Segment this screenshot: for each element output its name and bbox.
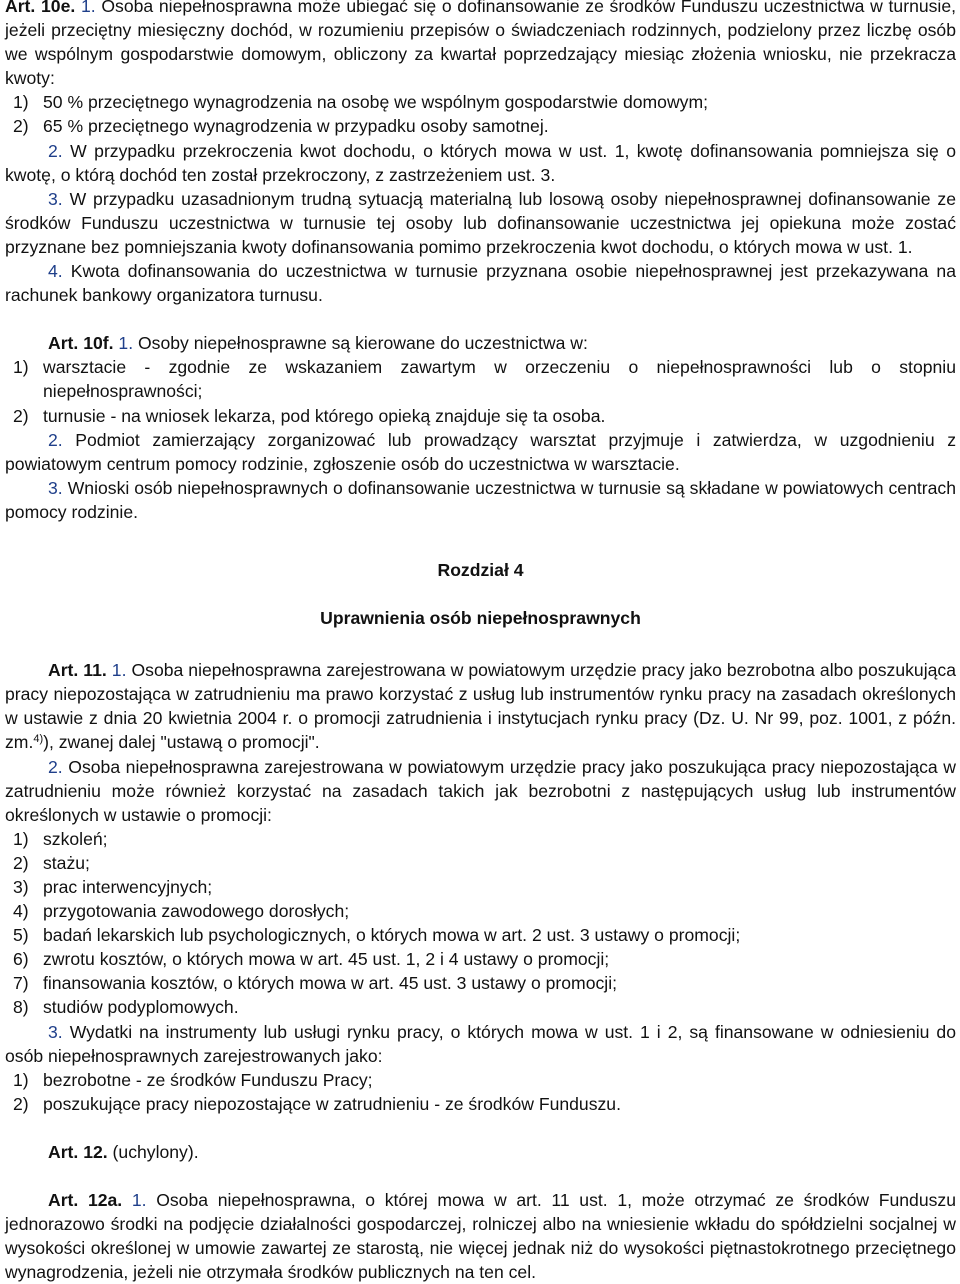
- paragraph-number: 2.: [48, 140, 63, 161]
- list-item: [5, 355, 956, 403]
- paragraph-text: Osoba niepełnosprawna zarejestrowana w powiatowym urzędzie pracy jako poszukująca pracy niepozostająca w zatrudnieniu może również korzystać na zasadach takich jak bezrobotni z następujących usług lub instrumentów określonych w ustawie o promocji:: [5, 756, 956, 825]
- footnote-marker: 4): [33, 733, 44, 746]
- list-item-text: zwrotu kosztów, o których mowa w art. 45 ust. 1, 2 i 4 ustawy o promocji;: [43, 949, 610, 970]
- paragraph-text: (uchylony).: [112, 1141, 199, 1162]
- list-item: [5, 995, 956, 1019]
- paragraph-number: 3.: [48, 188, 63, 209]
- list-item-text: badań lekarskich lub psychologicznych, o których mowa w art. 2 ust. 3 ustawy o promocji;: [43, 925, 741, 946]
- art10e-paragraph-3: [5, 187, 956, 259]
- spacer: [5, 1164, 956, 1188]
- paragraph-text: Podmiot zamierzający zorganizować lub prowadzący warsztat przyjmuje i zatwierdza, w uzgodnieniu z powiatowym centrum pomocy rodzinie, zgłoszenie osób do uczestnictwa w warsztacie.: [5, 429, 956, 474]
- list-item-number: 8): [13, 997, 29, 1018]
- paragraph-number: 2.: [48, 756, 63, 777]
- art11-paragraph-2: [5, 755, 956, 827]
- art11-paragraph-1: [5, 658, 956, 754]
- paragraph-text: W przypadku przekroczenia kwot dochodu, o których mowa w ust. 1, kwotę dofinansowania pomniejsza się o kwotę, o którą dochód ten został przekroczony, z zastrzeżeniem ust. 3.: [5, 140, 957, 185]
- list-item-number: 2): [13, 116, 29, 137]
- list-item: [5, 899, 956, 923]
- list-item-number: 5): [13, 925, 29, 946]
- list-item: [5, 1068, 956, 1092]
- paragraph-text: Osoba niepełnosprawna zarejestrowana w powiatowym urzędzie pracy jako bezrobotna albo poszukująca pracy niepozostająca w zatrudnieniu ma prawo korzystać z usług lub instrumentów rynku pracy na zasadach określonych w ustawie z dnia 20 kwietnia 2004 r. o promocji zatrudnienia i instytucjach rynku pracy (Dz. U. Nr 99, poz. 1001, z późn. zm.: [5, 660, 956, 753]
- list-item-number: 1): [13, 1069, 29, 1090]
- list-item-number: 2): [13, 852, 29, 873]
- paragraph-text: Osoba niepełnosprawna, o której mowa w art. 11 ust. 1, może otrzymać ze środków Funduszu jednorazowo środki na podjęcie działalności gospodarczej, rolniczej albo na wniesienie wkładu do spółdzielni socjalnej w wysokości określonej w umowie zawartej ze starostą, nie więcej jednak niż do wysokości piętnastokrotnego przeciętnego wynagrodzenia, jeżeli nie otrzymała środków publicznych na ten cel.: [5, 1190, 956, 1283]
- spacer: [5, 582, 956, 606]
- spacer: [5, 630, 956, 658]
- list-item-text: turnusie - na wniosek lekarza, pod którego opieką znajduje się ta osoba.: [43, 405, 606, 426]
- art12-paragraph: [5, 1140, 956, 1164]
- list-item: [5, 923, 956, 947]
- list-item-text: studiów podyplomowych.: [43, 997, 239, 1018]
- list-item-number: 2): [13, 1093, 29, 1114]
- spacer: [5, 524, 956, 548]
- paragraph-text: Wydatki na instrumenty lub usługi rynku pracy, o których mowa w ust. 1 i 2, są finansowane w odniesieniu do osób niepełnosprawnych zarejestrowanych jako:: [5, 1021, 956, 1066]
- article-label: Art. 12.: [48, 1141, 108, 1162]
- paragraph-text: Osoba niepełnosprawna może ubiegać się o dofinansowanie ze środków Funduszu uczestnictwa w turnusie, jeżeli przeciętny miesięczny dochód, w rozumieniu przepisów o świadczeniach rodzinnych, podzielony przez liczbę osób we wspólnym gospodarstwie domowym, obliczony za kwartał poprzedzający miesiąc złożenia wniosku, nie przekracza kwoty:: [5, 0, 957, 89]
- list-item-text: szkoleń;: [43, 828, 108, 849]
- paragraph-text: W przypadku uzasadnionym trudną sytuacją materialną lub losową osoby niepełnosprawnej dofinansowanie ze środków Funduszu uczestnictwa w turnusie tej osoby lub dofinansowanie uczestnictwa jej opiekuna może zostać przyznane bez pomniejszania kwoty dofinansowania pomimo przekroczenia kwot dochodu, o których mowa w ust. 1.: [5, 188, 956, 257]
- art10f-paragraph-3: [5, 476, 956, 524]
- paragraph-text: Kwota dofinansowania do uczestnictwa w turnusie przyznana osobie niepełnosprawnej jest przekazywana na rachunek bankowy organizatora turnusu.: [5, 261, 957, 306]
- list-item: [5, 114, 956, 138]
- list-item-number: 1): [13, 357, 29, 378]
- paragraph-number: 4.: [48, 261, 63, 282]
- list-item-text: 65 % przeciętnego wynagrodzenia w przypadku osoby samotnej.: [43, 116, 549, 137]
- spacer: [5, 307, 956, 331]
- art12a-paragraph-1: [5, 1188, 956, 1284]
- list-item-text: przygotowania zawodowego dorosłych;: [43, 901, 350, 922]
- list-item: [5, 971, 956, 995]
- list-item-text: bezrobotne - ze środków Funduszu Pracy;: [43, 1069, 373, 1090]
- paragraph-number: 3.: [48, 1021, 63, 1042]
- list-item-text: stażu;: [43, 852, 90, 873]
- list-item: [5, 875, 956, 899]
- paragraph-number: 3.: [48, 477, 63, 498]
- art10f-paragraph-1: [5, 331, 956, 355]
- art10f-paragraph-2: [5, 428, 956, 476]
- article-label: Art. 10e.: [5, 0, 76, 16]
- art10e-paragraph-1: [5, 0, 956, 90]
- article-label: Art. 10f.: [48, 333, 114, 354]
- article-label: Art. 12a.: [48, 1190, 123, 1211]
- list-item-number: 3): [13, 877, 29, 897]
- list-item-number: 4): [13, 901, 29, 922]
- spacer: [5, 1116, 956, 1140]
- paragraph-number: 1.: [111, 660, 127, 681]
- list-item-number: 1): [13, 92, 29, 113]
- list-item-text: finansowania kosztów, o których mowa w art. 45 ust. 3 ustawy o promocji;: [43, 973, 618, 994]
- chapter-number: Rozdział 4: [437, 559, 524, 580]
- list-item-number: 6): [13, 949, 29, 970]
- list-item-text: prac interwencyjnych;: [43, 877, 213, 897]
- list-item-number: 1): [13, 828, 29, 849]
- list-item-text: 50 % przeciętnego wynagrodzenia na osobę we wspólnym gospodarstwie domowym;: [43, 92, 709, 113]
- list-item-text: poszukujące pracy niepozostające w zatrudnieniu - ze środków Funduszu.: [43, 1093, 621, 1114]
- paragraph-number: 1.: [131, 1190, 147, 1211]
- list-item: [5, 1092, 956, 1116]
- paragraph-number: 2.: [48, 429, 63, 450]
- paragraph-text: Wnioski osób niepełnosprawnych o dofinansowanie uczestnictwa w turnusie są składane w powiatowych centrach pomocy rodzinie.: [5, 477, 956, 522]
- art10e-paragraph-4: [5, 259, 956, 307]
- art10e-paragraph-2: [5, 139, 956, 187]
- list-item-text: warsztacie - zgodnie ze wskazaniem zawartym w orzeczeniu o niepełnosprawności lub o stopniu niepełnosprawności;: [43, 357, 956, 402]
- list-item: [5, 827, 956, 851]
- list-item-number: 7): [13, 973, 29, 994]
- list-item: [5, 404, 956, 428]
- paragraph-text: ), zwanej dalej "ustawą o promocji".: [43, 732, 320, 753]
- paragraph-number: 1.: [118, 333, 134, 354]
- art11-paragraph-3: [5, 1020, 956, 1068]
- list-item: [5, 851, 956, 875]
- article-label: Art. 11.: [48, 660, 107, 681]
- list-item: [5, 90, 956, 114]
- list-item-number: 2): [13, 405, 29, 426]
- list-item: [5, 947, 956, 971]
- paragraph-number: 1.: [80, 0, 96, 16]
- paragraph-text: Osoby niepełnosprawne są kierowane do uczestnictwa w:: [137, 333, 588, 354]
- chapter-title: Uprawnienia osób niepełnosprawnych: [320, 608, 641, 629]
